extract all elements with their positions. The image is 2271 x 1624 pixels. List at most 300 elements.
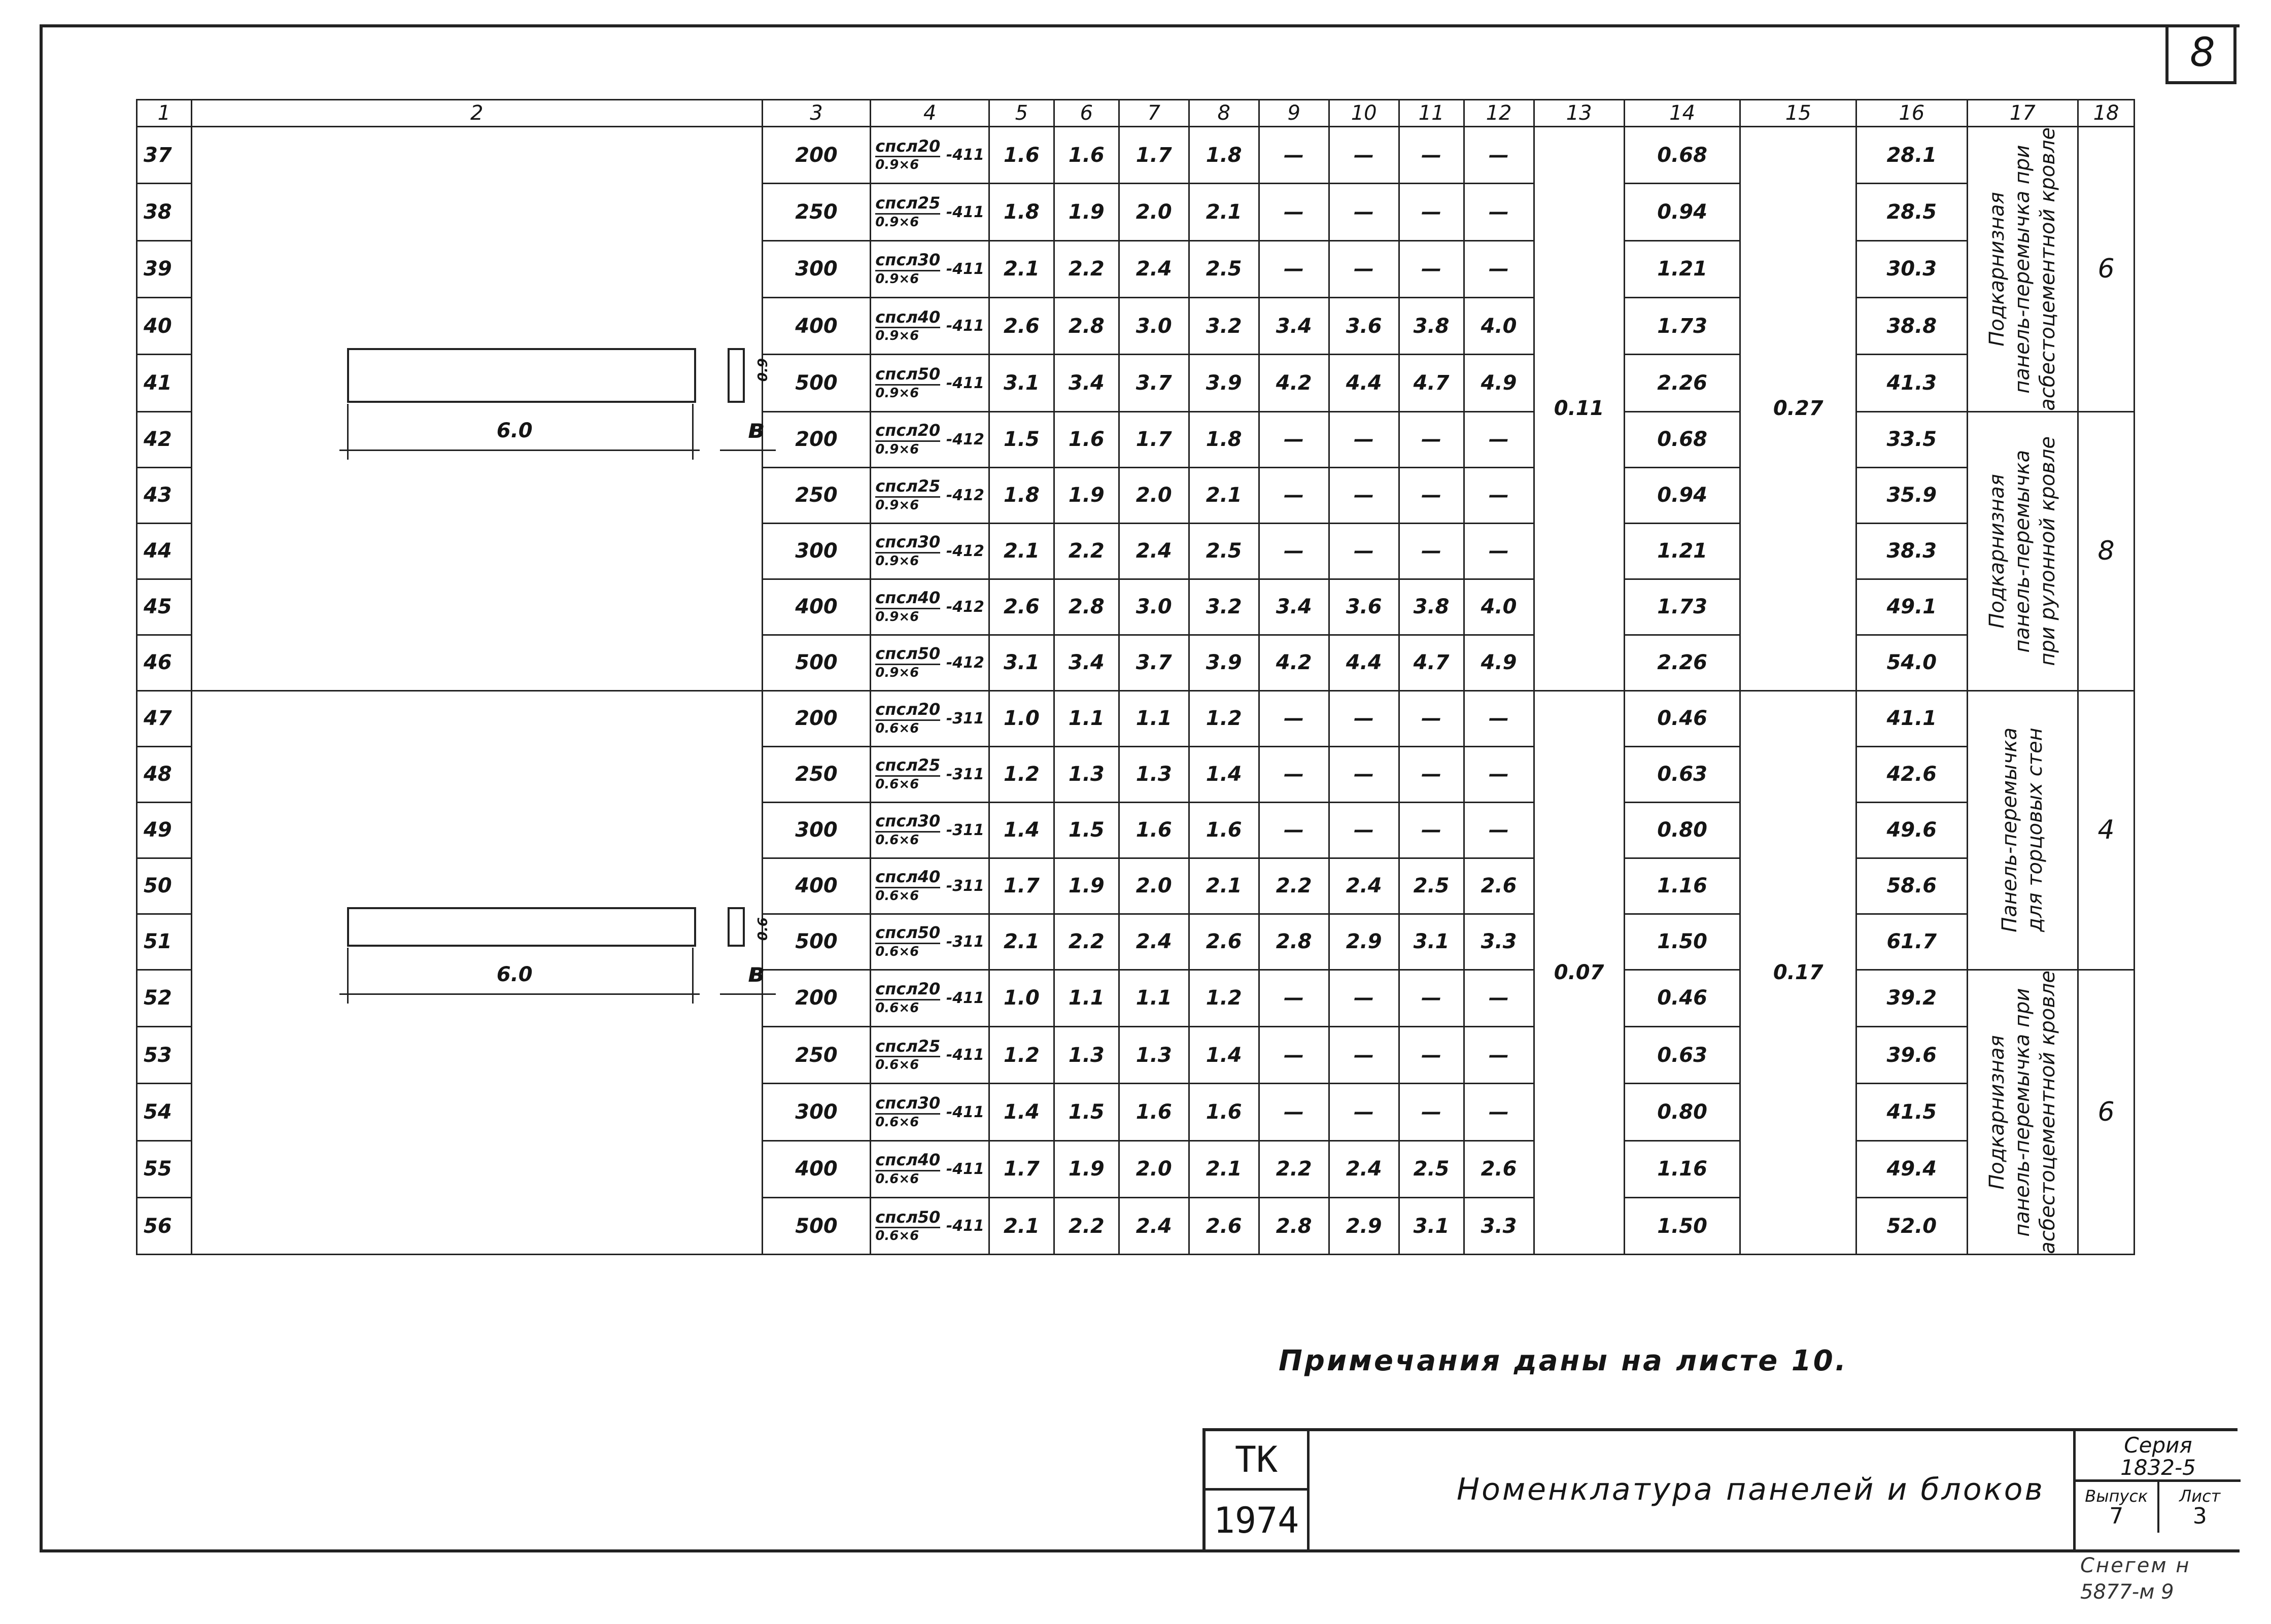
value-c16: 49.1 bbox=[1856, 579, 1968, 635]
table-row bbox=[137, 127, 2135, 184]
value-c12: — bbox=[1464, 127, 1534, 184]
value-c11: — bbox=[1399, 467, 1464, 523]
org-year: 1974 bbox=[1213, 1499, 1299, 1541]
value-c16: 52.0 bbox=[1856, 1198, 1968, 1255]
mark-suffix: -411 bbox=[946, 1160, 984, 1178]
value-c8: 2.6 bbox=[1189, 914, 1259, 970]
value-c6: 1.1 bbox=[1054, 970, 1119, 1026]
mark-name: спсл30 bbox=[875, 1095, 940, 1115]
value-c11: — bbox=[1399, 1084, 1464, 1141]
row-number: 43 bbox=[137, 467, 192, 523]
thickness-value: 500 bbox=[762, 355, 871, 411]
value-c16: 58.6 bbox=[1856, 858, 1968, 914]
value-c11: 3.1 bbox=[1399, 1198, 1464, 1255]
value-c5: 1.8 bbox=[989, 184, 1054, 240]
value-c16: 38.8 bbox=[1856, 298, 1968, 355]
panel-elevation bbox=[347, 348, 696, 403]
value-c9: — bbox=[1259, 1084, 1329, 1141]
value-c14: 1.16 bbox=[1624, 1141, 1740, 1197]
length-dimension-line bbox=[339, 993, 700, 995]
value-c12: 3.3 bbox=[1464, 914, 1534, 970]
value-c16: 38.3 bbox=[1856, 523, 1968, 579]
mark-size: 0.9×6 bbox=[875, 157, 919, 173]
value-c5: 1.6 bbox=[989, 127, 1054, 184]
value-c10: — bbox=[1329, 467, 1399, 523]
section-height-label: 0.6 bbox=[755, 917, 771, 941]
value-c16: 28.1 bbox=[1856, 127, 1968, 184]
quantity-value: 8 bbox=[2078, 411, 2135, 690]
panel-section bbox=[728, 348, 745, 403]
value-c7: 1.6 bbox=[1119, 802, 1189, 858]
value-c10: — bbox=[1329, 970, 1399, 1026]
row-number: 55 bbox=[137, 1141, 192, 1197]
value-c5: 2.1 bbox=[989, 1198, 1054, 1255]
value-c16: 61.7 bbox=[1856, 914, 1968, 970]
column-header: 18 bbox=[2078, 100, 2135, 127]
row-number: 39 bbox=[137, 240, 192, 297]
mark-name: спсл40 bbox=[875, 869, 940, 888]
header-row bbox=[137, 100, 2135, 127]
series-value: 1832-5 bbox=[2120, 1455, 2196, 1480]
dimension-tick bbox=[347, 948, 349, 1004]
row-number: 54 bbox=[137, 1084, 192, 1141]
mark-suffix: -412 bbox=[946, 486, 984, 504]
mark-size: 0.9×6 bbox=[875, 214, 919, 230]
column-header: 13 bbox=[1534, 100, 1624, 127]
panel-sketch-cell bbox=[191, 127, 771, 691]
value-c11: — bbox=[1399, 1027, 1464, 1084]
value-c16: 41.1 bbox=[1856, 690, 1968, 746]
value-c10: 2.9 bbox=[1329, 914, 1399, 970]
value-c7: 1.3 bbox=[1119, 746, 1189, 802]
value-c6: 2.2 bbox=[1054, 523, 1119, 579]
value-c11: — bbox=[1399, 690, 1464, 746]
mark-name: спсл25 bbox=[875, 478, 940, 498]
column-header: 6 bbox=[1054, 100, 1119, 127]
mark-name: спсл20 bbox=[875, 701, 940, 721]
value-c9: — bbox=[1259, 970, 1329, 1026]
value-c14: 0.94 bbox=[1624, 184, 1740, 240]
value-c10: 2.4 bbox=[1329, 858, 1399, 914]
value-c16: 49.6 bbox=[1856, 802, 1968, 858]
description-text: Панель-перемычка для торцовых стен bbox=[1998, 728, 2047, 933]
value-c8: 3.9 bbox=[1189, 635, 1259, 690]
length-label: 6.0 bbox=[496, 962, 533, 986]
value-c8: 2.1 bbox=[1189, 184, 1259, 240]
value-c6: 3.4 bbox=[1054, 355, 1119, 411]
thickness-value: 300 bbox=[762, 523, 871, 579]
value-c5: 1.4 bbox=[989, 802, 1054, 858]
row-number: 46 bbox=[137, 635, 192, 690]
value-c8: 2.5 bbox=[1189, 523, 1259, 579]
value-c5: 1.7 bbox=[989, 1141, 1054, 1197]
value-c5: 1.7 bbox=[989, 858, 1054, 914]
mark-suffix: -311 bbox=[946, 765, 984, 783]
value-c12: 4.9 bbox=[1464, 635, 1534, 690]
mark-suffix: -411 bbox=[946, 146, 984, 164]
value-c14: 0.46 bbox=[1624, 690, 1740, 746]
value-c7: 1.7 bbox=[1119, 411, 1189, 467]
value-c16: 39.6 bbox=[1856, 1027, 1968, 1084]
value-c12: — bbox=[1464, 970, 1534, 1026]
value-c8: 3.9 bbox=[1189, 355, 1259, 411]
thickness-value: 300 bbox=[762, 802, 871, 858]
value-c16: 28.5 bbox=[1856, 184, 1968, 240]
value-c12: — bbox=[1464, 411, 1534, 467]
frame-right-edge bbox=[2233, 24, 2236, 84]
mark-suffix: -411 bbox=[946, 1103, 984, 1121]
value-c14: 0.80 bbox=[1624, 802, 1740, 858]
value-c10: — bbox=[1329, 523, 1399, 579]
value-c14: 0.80 bbox=[1624, 1084, 1740, 1141]
sheet-number: 8 bbox=[2165, 24, 2236, 84]
row-number: 48 bbox=[137, 746, 192, 802]
value-c6: 3.4 bbox=[1054, 635, 1119, 690]
mark-size: 0.6×6 bbox=[875, 1000, 919, 1016]
width-dimension-line bbox=[720, 450, 776, 451]
value-c12: — bbox=[1464, 690, 1534, 746]
mark-size: 0.9×6 bbox=[875, 271, 919, 287]
panel-mark bbox=[871, 127, 989, 184]
sheet-label: Лист bbox=[2179, 1487, 2221, 1506]
value-c9: 2.2 bbox=[1259, 1141, 1329, 1197]
value-c11: — bbox=[1399, 127, 1464, 184]
value-c6: 1.1 bbox=[1054, 690, 1119, 746]
value-c12: — bbox=[1464, 802, 1534, 858]
length-dimension-line bbox=[339, 450, 700, 451]
value-c8: 1.2 bbox=[1189, 970, 1259, 1026]
mark-size: 0.6×6 bbox=[875, 1171, 919, 1187]
mark-name: спсл40 bbox=[875, 590, 940, 609]
mark-name: спсл30 bbox=[875, 252, 940, 271]
panel-mark bbox=[871, 240, 989, 297]
value-c14: 1.50 bbox=[1624, 914, 1740, 970]
value-c14: 2.26 bbox=[1624, 635, 1740, 690]
nomenclature-table bbox=[136, 99, 2135, 1255]
value-c8: 2.5 bbox=[1189, 240, 1259, 297]
value-c16: 41.5 bbox=[1856, 1084, 1968, 1141]
mark-suffix: -412 bbox=[946, 542, 984, 560]
thickness-value: 300 bbox=[762, 1084, 871, 1141]
mark-name: спсл25 bbox=[875, 757, 940, 777]
value-c7: 2.4 bbox=[1119, 1198, 1189, 1255]
value-c7: 3.0 bbox=[1119, 298, 1189, 355]
value-c9: 2.2 bbox=[1259, 858, 1329, 914]
mark-name: спсл25 bbox=[875, 195, 940, 215]
panel-mark bbox=[871, 355, 989, 411]
value-c8: 3.2 bbox=[1189, 579, 1259, 635]
value-c6: 2.2 bbox=[1054, 914, 1119, 970]
inventory-stamp bbox=[2080, 1552, 2190, 1605]
value-c16: 39.2 bbox=[1856, 970, 1968, 1026]
thickness-value: 300 bbox=[762, 240, 871, 297]
value-c10: — bbox=[1329, 746, 1399, 802]
row-number: 44 bbox=[137, 523, 192, 579]
value-c6: 2.8 bbox=[1054, 579, 1119, 635]
value-c12: — bbox=[1464, 184, 1534, 240]
value-c8: 1.2 bbox=[1189, 690, 1259, 746]
row-number: 49 bbox=[137, 802, 192, 858]
value-c10: 3.6 bbox=[1329, 298, 1399, 355]
thickness-value: 400 bbox=[762, 579, 871, 635]
value-c11: — bbox=[1399, 240, 1464, 297]
value-c7: 1.1 bbox=[1119, 690, 1189, 746]
value-c5: 2.1 bbox=[989, 914, 1054, 970]
issue-cell bbox=[2076, 1482, 2159, 1533]
mark-suffix: -411 bbox=[946, 374, 984, 392]
row-number: 50 bbox=[137, 858, 192, 914]
value-c7: 1.6 bbox=[1119, 1084, 1189, 1141]
column-15-value: 0.27 bbox=[1740, 127, 1856, 691]
value-c16: 41.3 bbox=[1856, 355, 1968, 411]
value-c10: — bbox=[1329, 802, 1399, 858]
mark-size: 0.9×6 bbox=[875, 385, 919, 401]
value-c12: 2.6 bbox=[1464, 858, 1534, 914]
row-number: 41 bbox=[137, 355, 192, 411]
value-c10: 3.6 bbox=[1329, 579, 1399, 635]
mark-size: 0.6×6 bbox=[875, 776, 919, 792]
description-text: Подкарнизная панель-перемычка при асбестоцементной кровле bbox=[1985, 127, 2060, 411]
value-c14: 1.73 bbox=[1624, 298, 1740, 355]
value-c6: 1.9 bbox=[1054, 184, 1119, 240]
quantity-value: 6 bbox=[2078, 970, 2135, 1255]
mark-name: спсл20 bbox=[875, 422, 940, 442]
value-c7: 3.0 bbox=[1119, 579, 1189, 635]
column-header: 4 bbox=[871, 100, 989, 127]
mark-name: спсл50 bbox=[875, 645, 940, 665]
description-text: Подкарнизная панель-перемычка при асбестоцементной кровле bbox=[1985, 970, 2060, 1254]
value-c8: 1.8 bbox=[1189, 411, 1259, 467]
row-number: 45 bbox=[137, 579, 192, 635]
inventory-line-2: 5877-м 9 bbox=[2080, 1580, 2174, 1604]
value-c9: — bbox=[1259, 411, 1329, 467]
issue-value: 7 bbox=[2109, 1503, 2124, 1529]
value-c16: 33.5 bbox=[1856, 411, 1968, 467]
value-c14: 0.63 bbox=[1624, 1027, 1740, 1084]
value-c11: — bbox=[1399, 746, 1464, 802]
table-row bbox=[137, 690, 2135, 746]
value-c9: — bbox=[1259, 746, 1329, 802]
panel-mark bbox=[871, 914, 989, 970]
value-c10: 2.4 bbox=[1329, 1141, 1399, 1197]
title-block bbox=[1202, 1428, 2238, 1550]
panel-mark bbox=[871, 523, 989, 579]
row-number: 47 bbox=[137, 690, 192, 746]
value-c11: — bbox=[1399, 970, 1464, 1026]
thickness-value: 250 bbox=[762, 746, 871, 802]
mark-name: спсл30 bbox=[875, 813, 940, 833]
description-text: Подкарнизная панель-перемычка при рулонной кровле bbox=[1985, 436, 2060, 666]
value-c8: 2.1 bbox=[1189, 1141, 1259, 1197]
drawing-title: Номенклатура панелей и блоков bbox=[1457, 1472, 2045, 1507]
value-c6: 1.9 bbox=[1054, 858, 1119, 914]
value-c7: 2.0 bbox=[1119, 1141, 1189, 1197]
value-c10: — bbox=[1329, 690, 1399, 746]
series-cell bbox=[2076, 1431, 2241, 1482]
value-c14: 0.68 bbox=[1624, 127, 1740, 184]
thickness-value: 250 bbox=[762, 1027, 871, 1084]
mark-suffix: -411 bbox=[946, 317, 984, 335]
mark-size: 0.6×6 bbox=[875, 1114, 919, 1130]
mark-name: спсл40 bbox=[875, 309, 940, 329]
value-c9: — bbox=[1259, 523, 1329, 579]
value-c11: 4.7 bbox=[1399, 635, 1464, 690]
value-c12: 4.0 bbox=[1464, 298, 1534, 355]
column-header: 11 bbox=[1399, 100, 1464, 127]
value-c10: — bbox=[1329, 127, 1399, 184]
value-c6: 1.3 bbox=[1054, 746, 1119, 802]
mark-suffix: -412 bbox=[946, 653, 984, 672]
thickness-value: 200 bbox=[762, 970, 871, 1026]
value-c7: 2.0 bbox=[1119, 858, 1189, 914]
value-c10: 4.4 bbox=[1329, 355, 1399, 411]
mark-name: спсл20 bbox=[875, 981, 940, 1000]
panel-mark bbox=[871, 1198, 989, 1255]
value-c11: 4.7 bbox=[1399, 355, 1464, 411]
value-c14: 1.50 bbox=[1624, 1198, 1740, 1255]
description-cell bbox=[1967, 690, 2078, 970]
value-c12: 4.0 bbox=[1464, 579, 1534, 635]
value-c14: 0.63 bbox=[1624, 746, 1740, 802]
panel-mark bbox=[871, 184, 989, 240]
mark-size: 0.6×6 bbox=[875, 888, 919, 904]
column-header: 15 bbox=[1740, 100, 1856, 127]
mark-size: 0.9×6 bbox=[875, 553, 919, 569]
value-c8: 1.6 bbox=[1189, 1084, 1259, 1141]
value-c6: 1.9 bbox=[1054, 467, 1119, 523]
mark-size: 0.6×6 bbox=[875, 832, 919, 848]
org-box bbox=[1206, 1431, 1310, 1550]
value-c10: — bbox=[1329, 240, 1399, 297]
value-c9: 4.2 bbox=[1259, 635, 1329, 690]
mark-suffix: -311 bbox=[946, 709, 984, 728]
value-c10: — bbox=[1329, 184, 1399, 240]
thickness-value: 500 bbox=[762, 1198, 871, 1255]
value-c5: 1.2 bbox=[989, 1027, 1054, 1084]
mark-size: 0.9×6 bbox=[875, 609, 919, 625]
section-height-label: 0.9 bbox=[755, 358, 771, 382]
panel-mark bbox=[871, 1084, 989, 1141]
row-number: 56 bbox=[137, 1198, 192, 1255]
mark-size: 0.6×6 bbox=[875, 944, 919, 959]
value-c8: 1.4 bbox=[1189, 1027, 1259, 1084]
mark-name: спсл20 bbox=[875, 138, 940, 158]
value-c6: 1.5 bbox=[1054, 1084, 1119, 1141]
column-header: 12 bbox=[1464, 100, 1534, 127]
value-c8: 1.4 bbox=[1189, 746, 1259, 802]
value-c7: 1.3 bbox=[1119, 1027, 1189, 1084]
value-c10: 2.9 bbox=[1329, 1198, 1399, 1255]
value-c5: 2.6 bbox=[989, 298, 1054, 355]
thickness-value: 250 bbox=[762, 184, 871, 240]
value-c5: 2.6 bbox=[989, 579, 1054, 635]
value-c10: 4.4 bbox=[1329, 635, 1399, 690]
value-c11: 2.5 bbox=[1399, 858, 1464, 914]
quantity-value: 4 bbox=[2078, 690, 2135, 970]
value-c10: — bbox=[1329, 1027, 1399, 1084]
value-c12: — bbox=[1464, 523, 1534, 579]
mark-name: спсл50 bbox=[875, 366, 940, 386]
series-box bbox=[2073, 1431, 2241, 1550]
mark-name: спсл50 bbox=[875, 1209, 940, 1229]
row-number: 52 bbox=[137, 970, 192, 1026]
mark-suffix: -411 bbox=[946, 989, 984, 1007]
series-label: Серия bbox=[2124, 1433, 2192, 1458]
mark-name: спсл40 bbox=[875, 1152, 940, 1171]
mark-suffix: -412 bbox=[946, 430, 984, 448]
value-c11: — bbox=[1399, 523, 1464, 579]
row-number: 38 bbox=[137, 184, 192, 240]
dimension-tick bbox=[347, 404, 349, 460]
value-c5: 1.2 bbox=[989, 746, 1054, 802]
thickness-value: 400 bbox=[762, 298, 871, 355]
panel-mark bbox=[871, 690, 989, 746]
sheet-value: 3 bbox=[2192, 1503, 2207, 1529]
value-c8: 2.1 bbox=[1189, 858, 1259, 914]
value-c11: 3.8 bbox=[1399, 298, 1464, 355]
thickness-value: 500 bbox=[762, 914, 871, 970]
mark-size: 0.6×6 bbox=[875, 720, 919, 736]
panel-mark bbox=[871, 635, 989, 690]
mark-suffix: -411 bbox=[946, 1217, 984, 1235]
mark-size: 0.6×6 bbox=[875, 1057, 919, 1073]
value-c9: — bbox=[1259, 1027, 1329, 1084]
value-c8: 2.6 bbox=[1189, 1198, 1259, 1255]
value-c9: — bbox=[1259, 467, 1329, 523]
mark-suffix: -411 bbox=[946, 1046, 984, 1064]
column-15-value: 0.17 bbox=[1740, 690, 1856, 1255]
row-number: 40 bbox=[137, 298, 192, 355]
thickness-value: 200 bbox=[762, 690, 871, 746]
value-c14: 1.21 bbox=[1624, 523, 1740, 579]
value-c9: — bbox=[1259, 802, 1329, 858]
value-c9: 3.4 bbox=[1259, 579, 1329, 635]
row-number: 42 bbox=[137, 411, 192, 467]
mark-suffix: -311 bbox=[946, 932, 984, 951]
value-c6: 2.8 bbox=[1054, 298, 1119, 355]
mark-size: 0.9×6 bbox=[875, 441, 919, 457]
value-c7: 2.4 bbox=[1119, 523, 1189, 579]
panel-elevation bbox=[347, 907, 696, 947]
column-header: 8 bbox=[1189, 100, 1259, 127]
inventory-line-1: Снегем н bbox=[2080, 1554, 2191, 1577]
mark-suffix: -411 bbox=[946, 260, 984, 278]
column-header: 3 bbox=[762, 100, 871, 127]
thickness-value: 200 bbox=[762, 411, 871, 467]
value-c5: 1.4 bbox=[989, 1084, 1054, 1141]
width-label: в bbox=[747, 414, 765, 444]
length-label: 6.0 bbox=[496, 419, 533, 442]
value-c8: 1.6 bbox=[1189, 802, 1259, 858]
value-c6: 2.2 bbox=[1054, 1198, 1119, 1255]
value-c5: 3.1 bbox=[989, 355, 1054, 411]
mark-suffix: -311 bbox=[946, 877, 984, 895]
column-header: 17 bbox=[1967, 100, 2078, 127]
table-body bbox=[137, 127, 2135, 1255]
mark-name: спсл30 bbox=[875, 534, 940, 554]
value-c7: 1.1 bbox=[1119, 970, 1189, 1026]
value-c12: — bbox=[1464, 240, 1534, 297]
thickness-value: 250 bbox=[762, 467, 871, 523]
thickness-value: 400 bbox=[762, 1141, 871, 1197]
value-c5: 1.0 bbox=[989, 970, 1054, 1026]
panel-mark bbox=[871, 1027, 989, 1084]
value-c14: 1.21 bbox=[1624, 240, 1740, 297]
value-c9: — bbox=[1259, 690, 1329, 746]
value-c11: — bbox=[1399, 411, 1464, 467]
value-c7: 2.4 bbox=[1119, 240, 1189, 297]
value-c14: 1.73 bbox=[1624, 579, 1740, 635]
